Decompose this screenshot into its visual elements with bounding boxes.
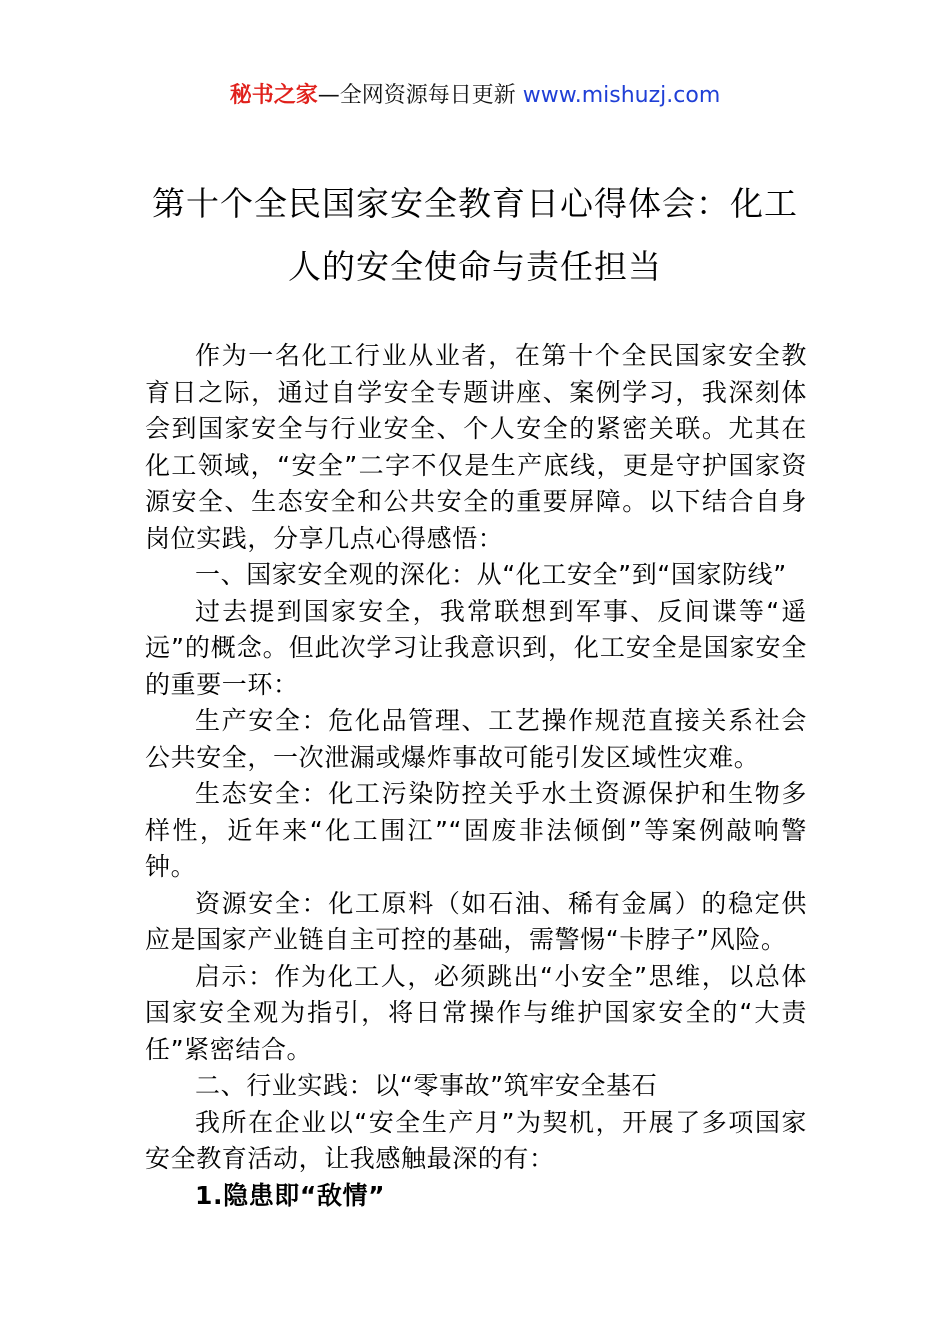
- body-paragraph: 生态安全：化工污染防控关乎水土资源保护和生物多样性，近年来“化工围江”“固废非法倾倒”等案例敲响警钟。: [145, 779, 807, 881]
- body-paragraph: 过去提到国家安全，我常联想到军事、反间谍等“遥远”的概念。但此次学习让我意识到，化工安全是国家安全的重要一环：: [145, 596, 807, 699]
- site-url-link[interactable]: www.mishuzj.com: [522, 83, 721, 108]
- document-title: 第十个全民国家安全教育日心得体会：化工人的安全使命与责任担当: [152, 184, 798, 286]
- body-paragraph: 我所在企业以“安全生产月”为契机，开展了多项国家安全教育活动，让我感触最深的有：: [145, 1107, 807, 1173]
- body-paragraph: 资源安全：化工原料（如石油、稀有金属）的稳定供应是国家产业链自主可控的基础，需警惕“卡脖子”风险。: [145, 888, 807, 954]
- site-slogan: —全网资源每日更新: [317, 83, 523, 108]
- body-paragraph: 启示：作为化工人，必须跳出“小安全”思维，以总体国家安全观为指引，将日常操作与维护国家安全的“大责任”紧密结合。: [145, 961, 807, 1064]
- document-body: [145, 338, 807, 1214]
- section-heading-1: 一、国家安全观的深化：从“化工安全”到“国家防线”: [195, 560, 787, 589]
- subheading: 1.隐患即“敌情”: [195, 1180, 386, 1210]
- intro-paragraph: 作为一名化工行业从业者，在第十个全民国家安全教育日之际，通过自学安全专题讲座、案例学习，我深刻体会到国家安全与行业安全、个人安全的紧密关联。尤其在化工领域，“安全”二字不仅是生产底线，更是守护国家资源安全、生态安全和公共安全的重要屏障。以下结合自身岗位实践，分享几点心得感悟：: [145, 341, 807, 553]
- section-heading-2: 二、行业实践：以“零事故”筑牢安全基石: [195, 1071, 658, 1100]
- site-brand: 秘书之家: [229, 83, 318, 108]
- site-header: [0, 80, 950, 112]
- body-paragraph: 生产安全：危化品管理、工艺操作规范直接关系社会公共安全，一次泄漏或爆炸事故可能引发区域性灾难。: [145, 706, 807, 772]
